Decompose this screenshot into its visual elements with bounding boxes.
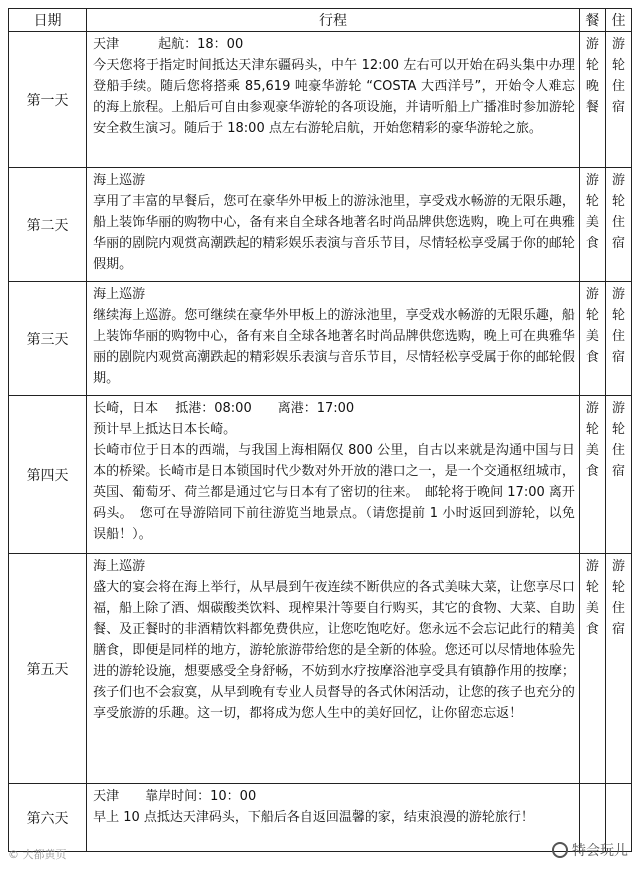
header-meal: 餐 — [579, 9, 605, 32]
stay-char: 宿 — [611, 464, 625, 479]
itinerary-heading: 海上巡游 — [93, 559, 146, 574]
meal-cell — [579, 32, 605, 168]
itinerary-cell — [87, 396, 580, 554]
meal-char: 游 — [585, 559, 599, 574]
table-row — [9, 282, 632, 396]
day-label: 第一天 — [9, 32, 87, 168]
meal-char: 晚 — [585, 79, 599, 94]
stay-char: 住 — [611, 601, 625, 616]
meal-char: 轮 — [585, 58, 599, 73]
stay-char: 住 — [611, 79, 625, 94]
stay-char: 游 — [611, 401, 625, 416]
meal-cell — [579, 282, 605, 396]
itinerary-body: 预计早上抵达日本长崎。 — [93, 422, 237, 437]
itinerary-body: 享用了丰富的早餐后，您可在豪华外甲板上的游泳池里，享受戏水畅游的无限乐趣，船上装饰华丽的购物中心，备有来自全球各地著名时尚品牌供您选购，晚上可在典雅华丽的剧院内观赏高潮跌起的精彩娱乐表演与音乐节目，尽情轻松享受属于你的邮轮假期。 — [93, 194, 575, 272]
meal-cell — [579, 168, 605, 282]
meal-char: 美 — [585, 443, 599, 458]
table-row — [9, 784, 632, 852]
table-row — [9, 168, 632, 282]
stay-char: 游 — [611, 559, 625, 574]
meal-char: 食 — [585, 350, 599, 365]
meal-cell — [579, 396, 605, 554]
stay-char: 轮 — [611, 422, 625, 437]
meal-char: 游 — [585, 287, 599, 302]
day-label: 第五天 — [9, 554, 87, 784]
stay-char: 宿 — [611, 236, 625, 251]
stay-char: 宿 — [611, 100, 625, 115]
watermark-right-text: 特会玩儿 — [572, 843, 628, 859]
itinerary-body: 盛大的宴会将在海上举行，从早晨到午夜连续不断供应的各式美味大菜，让您享尽口福，船上除了酒、烟碳酸类饮料、现榨果汁等要自行购买，其它的食物、大菜、自助餐、及正餐时的非酒精饮料都免费供应，让您吃饱吃好。您永远不会忘记此行的精美膳食，即便是同样的地方，游轮旅游带给您的是全新的体验。您还可以尽情地体验先进的游轮设施，想要感受全身舒畅，不妨到水疗按摩浴池享受具有镇静作用的按摩；孩子们也不会寂寞，从早到晚有专业人员督导的各式休闲活动，让您的孩子也充分的享受旅游的乐趣。这一切，都将成为您人生中的美好回忆，让你留恋忘返！ — [93, 580, 575, 721]
stay-char: 轮 — [611, 308, 625, 323]
meal-char: 游 — [585, 173, 599, 188]
itinerary-heading: 天津 起航：18：00 — [93, 37, 244, 52]
itinerary-heading: 海上巡游 — [93, 173, 146, 188]
watermark-right — [552, 840, 628, 860]
table-header-row — [9, 9, 632, 32]
wechat-logo-icon — [552, 842, 568, 858]
itinerary-table — [8, 8, 632, 852]
header-itinerary: 行程 — [87, 9, 580, 32]
stay-char: 住 — [611, 443, 625, 458]
itinerary-heading: 天津 靠岸时间：10：00 — [93, 789, 257, 804]
meal-char: 食 — [585, 622, 599, 637]
table-row — [9, 554, 632, 784]
stay-char: 轮 — [611, 194, 625, 209]
stay-char: 轮 — [611, 580, 625, 595]
header-day: 日期 — [9, 9, 87, 32]
day-label: 第二天 — [9, 168, 87, 282]
meal-char: 美 — [585, 329, 599, 344]
itinerary-body: 继续海上巡游。您可继续在豪华外甲板上的游泳池里，享受戏水畅游的无限乐趣，船上装饰华丽的购物中心，备有来自全球各地著名时尚品牌供您选购，晚上可在典雅华丽的剧院内观赏高潮跌起的精彩娱乐表演与音乐节目，尽情轻松享受属于你的邮轮假期。 — [93, 308, 575, 386]
stay-cell — [605, 554, 631, 784]
stay-char: 宿 — [611, 350, 625, 365]
table-row — [9, 32, 632, 168]
stay-cell — [605, 282, 631, 396]
itinerary-heading: 海上巡游 — [93, 287, 146, 302]
stay-cell — [605, 32, 631, 168]
itinerary-body: 今天您将于指定时间抵达天津东疆码头，中午 12:00 左右可以开始在码头集中办理登船手续。随后您将搭乘 85,619 吨豪华游轮 “COSTA 大西洋号”，开始令人难忘的海上旅程。上船后可自由参观豪华游轮的各项设施，并请听船上广播准时参加游轮安全救生演习。随后于 18:00 点左右游轮启航，开始您精彩的豪华游轮之旅。 — [93, 58, 575, 136]
meal-cell — [579, 554, 605, 784]
meal-char: 美 — [585, 215, 599, 230]
watermark-left: © 大都黄页 — [8, 848, 67, 861]
stay-cell — [605, 396, 631, 554]
itinerary-body: 早上 10 点抵达天津码头，下船后各自返回温馨的家，结束浪漫的游轮旅行！ — [93, 810, 534, 825]
itinerary-cell — [87, 784, 580, 852]
meal-char: 餐 — [585, 100, 599, 115]
meal-char: 食 — [585, 236, 599, 251]
meal-char: 美 — [585, 601, 599, 616]
day-label: 第六天 — [9, 784, 87, 852]
stay-cell — [605, 168, 631, 282]
meal-char: 游 — [585, 401, 599, 416]
stay-char: 住 — [611, 215, 625, 230]
itinerary-cell — [87, 168, 580, 282]
itinerary-cell — [87, 32, 580, 168]
itinerary-cell — [87, 554, 580, 784]
meal-char: 游 — [585, 37, 599, 52]
meal-char: 轮 — [585, 308, 599, 323]
meal-char: 轮 — [585, 580, 599, 595]
stay-char: 宿 — [611, 622, 625, 637]
stay-char: 游 — [611, 37, 625, 52]
itinerary-cell — [87, 282, 580, 396]
header-stay: 住 — [605, 9, 631, 32]
meal-char: 食 — [585, 464, 599, 479]
day-label: 第三天 — [9, 282, 87, 396]
stay-char: 游 — [611, 173, 625, 188]
itinerary-body-detail: 长崎市位于日本的西端，与我国上海相隔仅 800 公里，自古以来就是沟通中国与日本的桥梁。长崎市是日本锁国时代少数对外开放的港口之一，是一个交通枢纽城市，英国、葡萄牙、荷兰都是通过它与日本有了密切的往来。 邮轮将于晚间 17:00 离开码头。 您可在导游陪同下前往游览当地景点。（请您提前 1 小时返回到游轮，以免误船！）。 — [93, 443, 575, 542]
day-label: 第四天 — [9, 396, 87, 554]
itinerary-heading: 长崎，日本 抵港：08:00 离港：17:00 — [93, 401, 355, 416]
stay-char: 轮 — [611, 58, 625, 73]
meal-char: 轮 — [585, 194, 599, 209]
table-row — [9, 396, 632, 554]
meal-char: 轮 — [585, 422, 599, 437]
stay-char: 游 — [611, 287, 625, 302]
stay-char: 住 — [611, 329, 625, 344]
